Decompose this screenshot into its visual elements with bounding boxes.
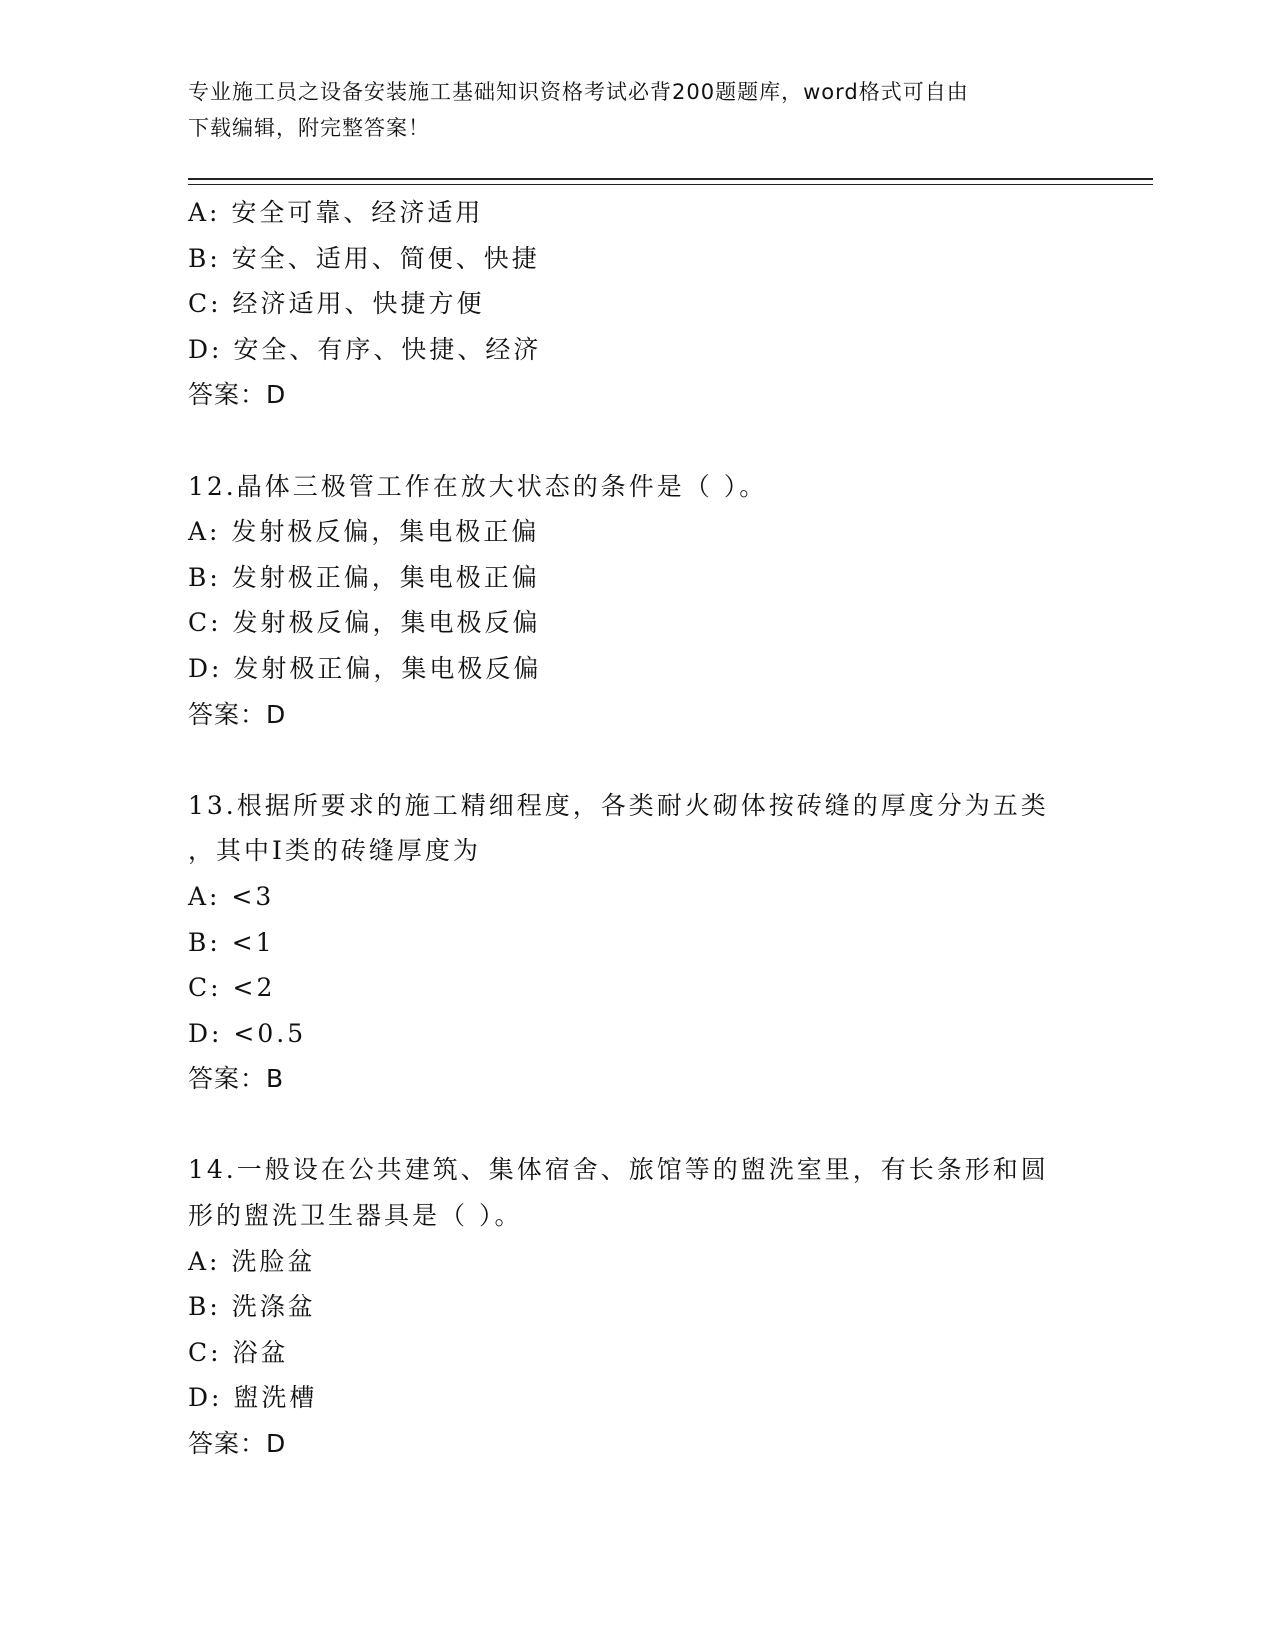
question-12-block xyxy=(188,464,1118,738)
spacer xyxy=(188,418,1118,464)
q14-answer: 答案：D xyxy=(188,1429,287,1459)
q11-option-c: C: 经济适用、快捷方便 xyxy=(188,289,485,319)
q14-option-a: A: 洗脸盆 xyxy=(188,1246,316,1276)
q11-option-d: D: 安全、有序、快捷、经济 xyxy=(188,334,542,364)
q13-option-a: A: <3 xyxy=(188,881,275,911)
header-rule-thin xyxy=(188,184,1153,185)
q14-option-b: B: 洗涤盆 xyxy=(188,1292,316,1322)
spacer xyxy=(188,737,1118,783)
q13-question-line-1: 13.根据所要求的施工精细程度，各类耐火砌体按砖缝的厚度分为五类 xyxy=(188,790,1049,820)
header-line-2: 下载编辑，附完整答案！ xyxy=(188,116,430,140)
q12-question: 12.晶体三极管工作在放大状态的条件是（ ）。 xyxy=(188,471,768,501)
q12-answer: 答案：D xyxy=(188,699,287,729)
q12-option-d: D: 发射极正偏，集电极反偏 xyxy=(188,653,542,683)
q13-answer: 答案：B xyxy=(188,1064,285,1094)
q11-answer: 答案：D xyxy=(188,380,287,410)
q14-question-line-2: 形的盥洗卫生器具是（ ）。 xyxy=(188,1201,523,1231)
question-11-block xyxy=(188,190,1118,418)
q13-option-b: B: <1 xyxy=(188,927,275,957)
q12-option-a: A: 发射极反偏，集电极正偏 xyxy=(188,517,540,547)
q11-option-b: B: 安全、适用、简便、快捷 xyxy=(188,243,540,273)
q13-question-line-2: ，其中Ⅰ类的砖缝厚度为 xyxy=(188,836,481,866)
q13-option-d: D: <0.5 xyxy=(188,1018,307,1048)
spacer xyxy=(188,1102,1118,1148)
q14-question-line-1: 14.一般设在公共建筑、集体宿舍、旅馆等的盥洗室里，有长条形和圆 xyxy=(188,1155,1049,1185)
q14-option-d: D: 盥洗槽 xyxy=(188,1383,318,1413)
q11-option-a: A: 安全可靠、经济适用 xyxy=(188,198,484,227)
question-13-block xyxy=(188,783,1118,1102)
header-rule-thick xyxy=(188,178,1153,180)
q12-option-c: C: 发射极反偏，集电极反偏 xyxy=(188,608,541,638)
question-14-block xyxy=(188,1147,1118,1466)
document-header xyxy=(188,74,1088,146)
q12-option-b: B: 发射极正偏，集电极正偏 xyxy=(188,562,540,592)
q13-option-c: C: <2 xyxy=(188,973,276,1003)
question-list xyxy=(188,190,1118,1467)
header-line-1: 专业施工员之设备安装施工基础知识资格考试必背200题题库，word格式可自由 xyxy=(188,80,969,104)
q14-option-c: C: 浴盆 xyxy=(188,1337,289,1367)
